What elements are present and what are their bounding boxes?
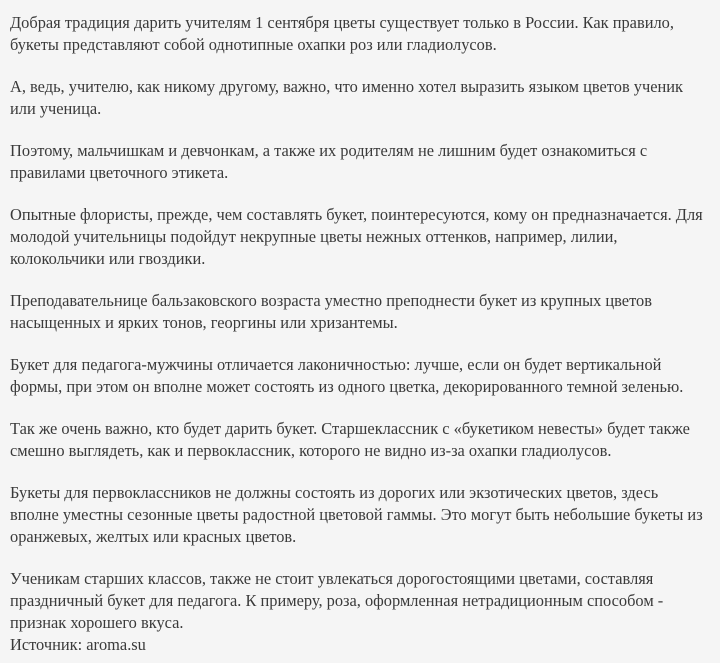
paragraph-etiquette: Поэтому, мальчишкам и девчонкам, а также их родителям не лишним будет ознакомиться с правилами цветочного этикета. (10, 141, 648, 182)
paragraph-young-teacher: Опытные флористы, прежде, чем составлять букет, поинтересуются, кому он предназначается. Для молодой учительницы подойдут некрупные цветы нежных оттенков, например, лилии, колокольчики или гвоздики. (10, 205, 703, 268)
source-line (10, 634, 710, 656)
paragraph-mature-teacher: Преподавательнице бальзаковского возраста уместно преподнести букет из крупных цветов насыщенных и ярких тонов, георгины или хризантемы. (10, 291, 652, 332)
paragraph-first-graders: Букеты для первоклассников не должны состоять из дорогих или экзотических цветов, здесь вполне уместны сезонные цветы радостной цветовой гаммы. Это могут быть небольшие букеты из оранжевых, желтых или красных цветов. (10, 483, 703, 546)
paragraph-intro: Добрая традиция дарить учителям 1 сентября цветы существует только в России. Как правило, букеты представляют собой однотипные охапки роз или гладиолусов. (10, 13, 674, 54)
source-label: Источник: (10, 635, 83, 654)
paragraph-who-gives: Так же очень важно, кто будет дарить букет. Старшеклассник с «букетиком невесты» будет также смешно выглядеть, как и первоклассник, которого не видно из-за охапки гладиолусов. (10, 419, 690, 460)
paragraph-male-teacher: Букет для педагога-мужчины отличается лаконичностью: лучше, если он будет вертикальной формы, при этом он вполне может состоять из одного цветка, декорированного темной зеленью. (10, 355, 684, 396)
paragraph-language-of-flowers: А, ведь, учителю, как никому другому, важно, что именно хотел выразить языком цветов ученик или ученица. (10, 77, 684, 118)
source-link[interactable]: aroma.su (86, 635, 146, 654)
paragraph-senior-students: Ученикам старших классов, также не стоит увлекаться дорогостоящими цветами, составляя праздничный букет для педагога. К примеру, роза, оформленная нетрадиционным способом - признак хорошего вкуса. (10, 569, 664, 632)
